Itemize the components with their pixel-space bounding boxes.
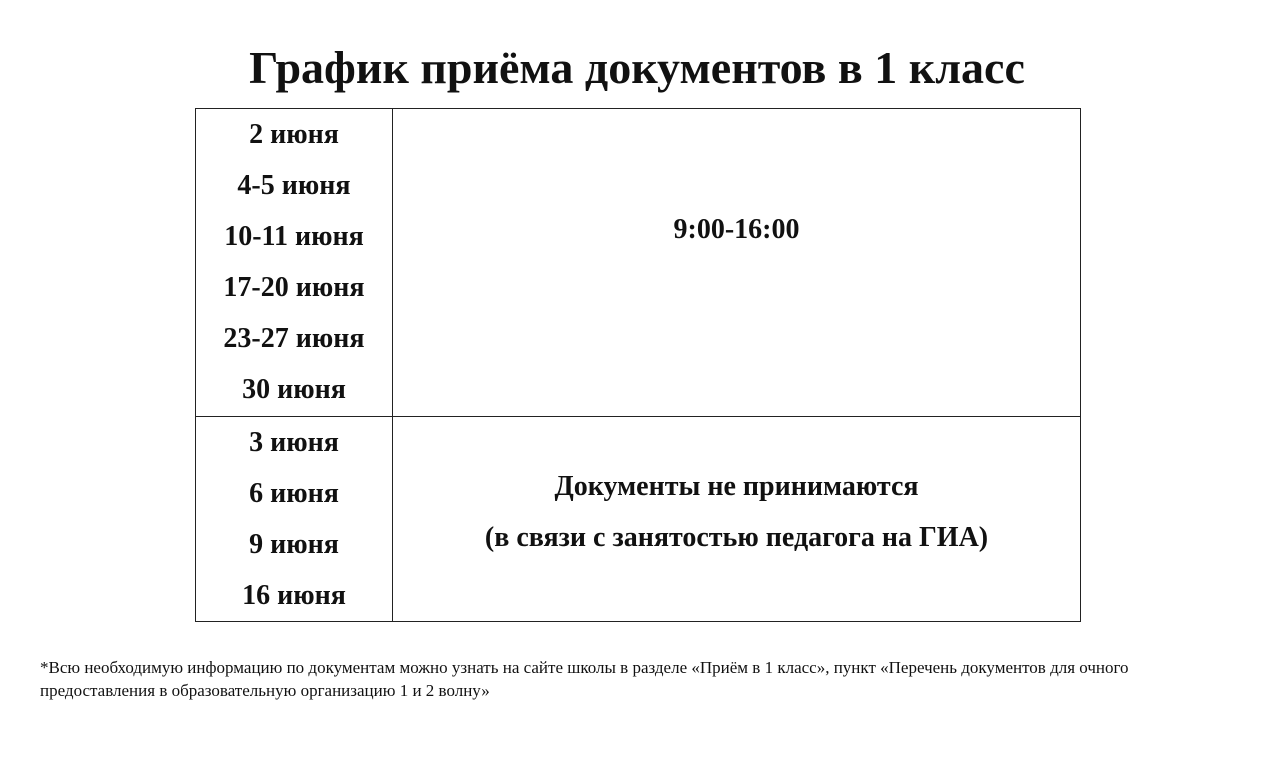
date-item: 10-11 июня (224, 221, 364, 252)
date-item: 23-27 июня (223, 323, 365, 354)
closed-notice: Документы не принимаются (554, 471, 919, 502)
footnote: *Всю необходимую информацию по документам можно узнать на сайте школы в разделе «Приём в 1 класс», пункт «Перечень документов для очного предоставления в образовательную организацию 1 и 2 волну» (40, 658, 1129, 700)
date-item: 4-5 июня (237, 170, 351, 201)
dates-cell (196, 417, 393, 622)
closed-reason: (в связи с занятостью педагога на ГИА) (484, 522, 989, 553)
date-item: 30 июня (242, 374, 346, 405)
date-item: 9 июня (249, 529, 339, 560)
closed-notice-cell (393, 417, 1081, 622)
table-row (196, 109, 1081, 417)
hours-cell (393, 109, 1081, 417)
date-item: 16 июня (242, 580, 346, 611)
date-item: 6 июня (249, 478, 339, 509)
date-item: 2 июня (249, 119, 339, 150)
date-item: 17-20 июня (223, 272, 365, 303)
date-item: 3 июня (249, 427, 339, 458)
dates-cell (196, 109, 393, 417)
reception-hours: 9:00-16:00 (673, 214, 800, 245)
table-row (196, 417, 1081, 622)
page-title: График приёма документов в 1 класс (249, 42, 1025, 93)
schedule-table (195, 108, 1081, 622)
